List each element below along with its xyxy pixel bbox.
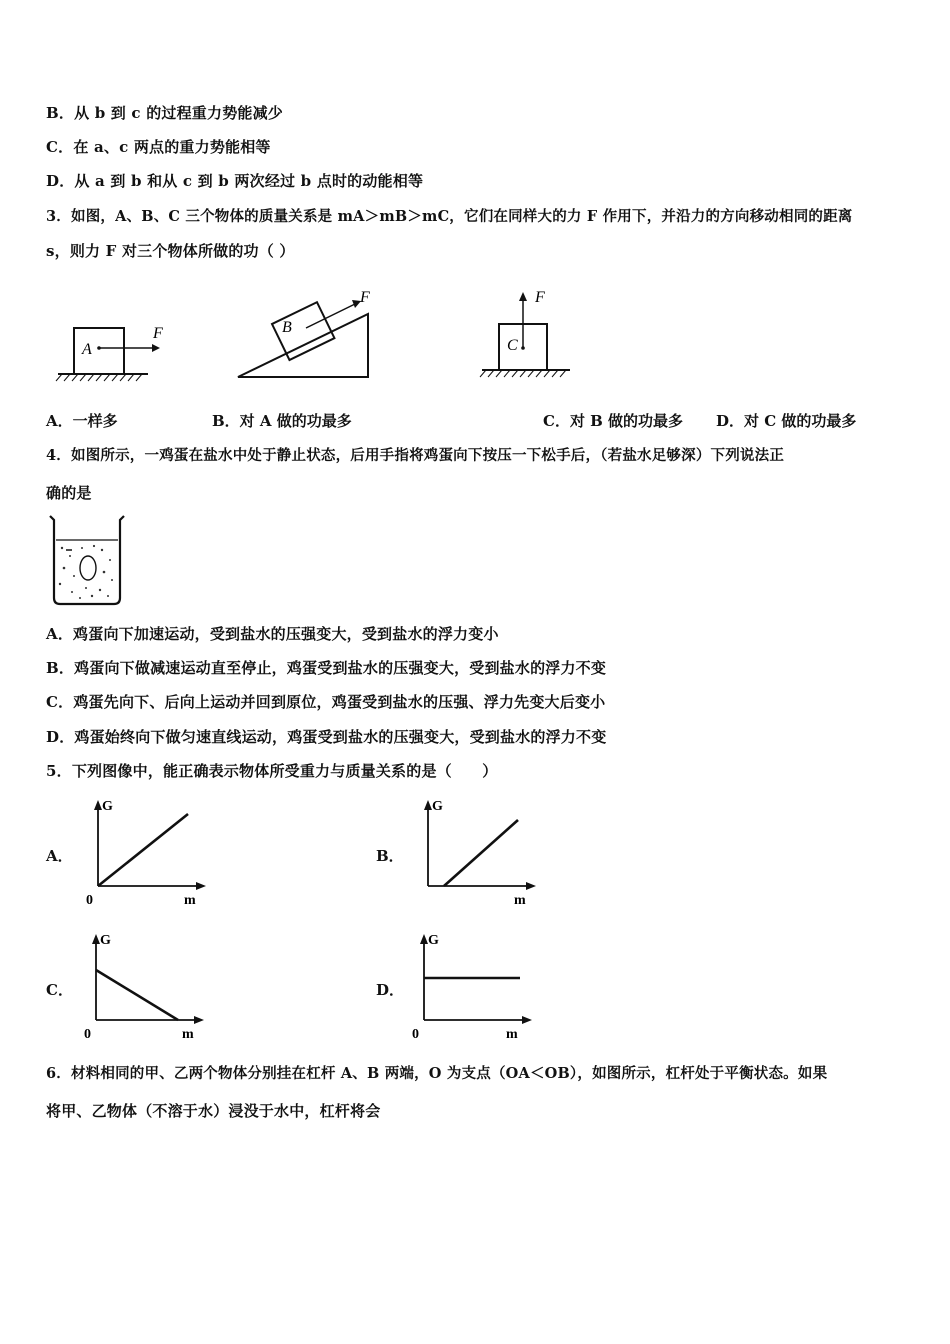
- q5-b-axis-y: G: [432, 799, 443, 814]
- q5-label-c: C．: [46, 981, 73, 999]
- q5-label-d: D．: [376, 981, 405, 999]
- q4-option-a: A．鸡蛋向下加速运动，受到盐水的压强变大，受到盐水的浮力变小: [46, 625, 499, 643]
- q3-label-f-a: F: [153, 325, 163, 342]
- q5-graph-b: [410, 792, 540, 910]
- q5-a-axis-y: G: [102, 799, 113, 814]
- q5-c-origin: 0: [84, 1027, 91, 1042]
- q4-stem-line2: 确的是: [46, 484, 92, 502]
- q4-option-c: C．鸡蛋先向下、后向上运动并回到原位，鸡蛋受到盐水的压强、浮力先变大后变小: [46, 693, 606, 711]
- q3-figure: [50, 282, 610, 387]
- q5-c-axis-y: G: [100, 933, 111, 948]
- q5-b-axis-x: m: [514, 893, 526, 908]
- q6-stem-line2: 将甲、乙物体（不溶于水）浸没于水中，杠杆将会: [46, 1102, 381, 1120]
- q3-label-c: C: [507, 337, 518, 354]
- q5-d-axis-x: m: [506, 1027, 518, 1042]
- q5-c-axis-x: m: [182, 1027, 194, 1042]
- q4-stem-line1: 4．如图所示，一鸡蛋在盐水中处于静止状态，后用手指将鸡蛋向下按压一下松手后，（若盐水足够深）下列说法正: [46, 447, 785, 464]
- q2-option-b: B．从 b 到 c 的过程重力势能减少: [46, 104, 283, 122]
- q3-label-a: A: [82, 341, 92, 358]
- q3-option-c: C．对 B 做的功最多: [543, 412, 684, 430]
- q3-figure-a: [56, 325, 163, 381]
- q5-stem: 5．下列图像中，能正确表示物体所受重力与质量关系的是（ ）: [46, 762, 498, 780]
- q3-stem-line1: 3．如图，A、B、C 三个物体的质量关系是 mA＞mB＞mC，它们在同样大的力 F 作用下，并沿力的方向移动相同的距离: [46, 208, 853, 225]
- q5-a-origin: 0: [86, 893, 93, 908]
- q3-figure-c: [480, 289, 570, 377]
- q4-option-b: B．鸡蛋向下做减速运动直至停止，鸡蛋受到盐水的压强变大，受到盐水的浮力不变: [46, 659, 607, 677]
- q3-label-b: B: [282, 319, 292, 336]
- q3-label-f-c: F: [535, 289, 545, 306]
- q3-figure-b: [238, 289, 370, 377]
- q6-stem-line1: 6．材料相同的甲、乙两个物体分别挂在杠杆 A、B 两端，O 为支点（OA＜OB），如图所示，杠杆处于平衡状态。如果: [46, 1065, 828, 1082]
- q5-graph-d: [406, 926, 536, 1044]
- q5-label-b: B．: [376, 847, 404, 865]
- q3-label-f-b: F: [360, 289, 370, 306]
- q3-option-b: B．对 A 做的功最多: [212, 412, 352, 430]
- q3-stem-line2: s，则力 F 对三个物体所做的功（ ）: [46, 242, 295, 260]
- q3-option-d: D．对 C 做的功最多: [716, 412, 857, 430]
- q5-graph-c: [78, 926, 208, 1044]
- q5-a-axis-x: m: [184, 893, 196, 908]
- q4-beaker-figure: [46, 512, 130, 608]
- q5-label-a: A．: [46, 847, 73, 865]
- q4-option-d: D．鸡蛋始终向下做匀速直线运动，鸡蛋受到盐水的压强变大，受到盐水的浮力不变: [46, 728, 607, 746]
- q2-option-d: D．从 a 到 b 和从 c 到 b 两次经过 b 点时的动能相等: [46, 172, 424, 190]
- q2-option-c: C．在 a、c 两点的重力势能相等: [46, 138, 271, 156]
- q5-graph-a: [80, 792, 210, 910]
- q3-option-a: A．一样多: [46, 412, 118, 430]
- q5-d-origin: 0: [412, 1027, 419, 1042]
- q5-d-axis-y: G: [428, 933, 439, 948]
